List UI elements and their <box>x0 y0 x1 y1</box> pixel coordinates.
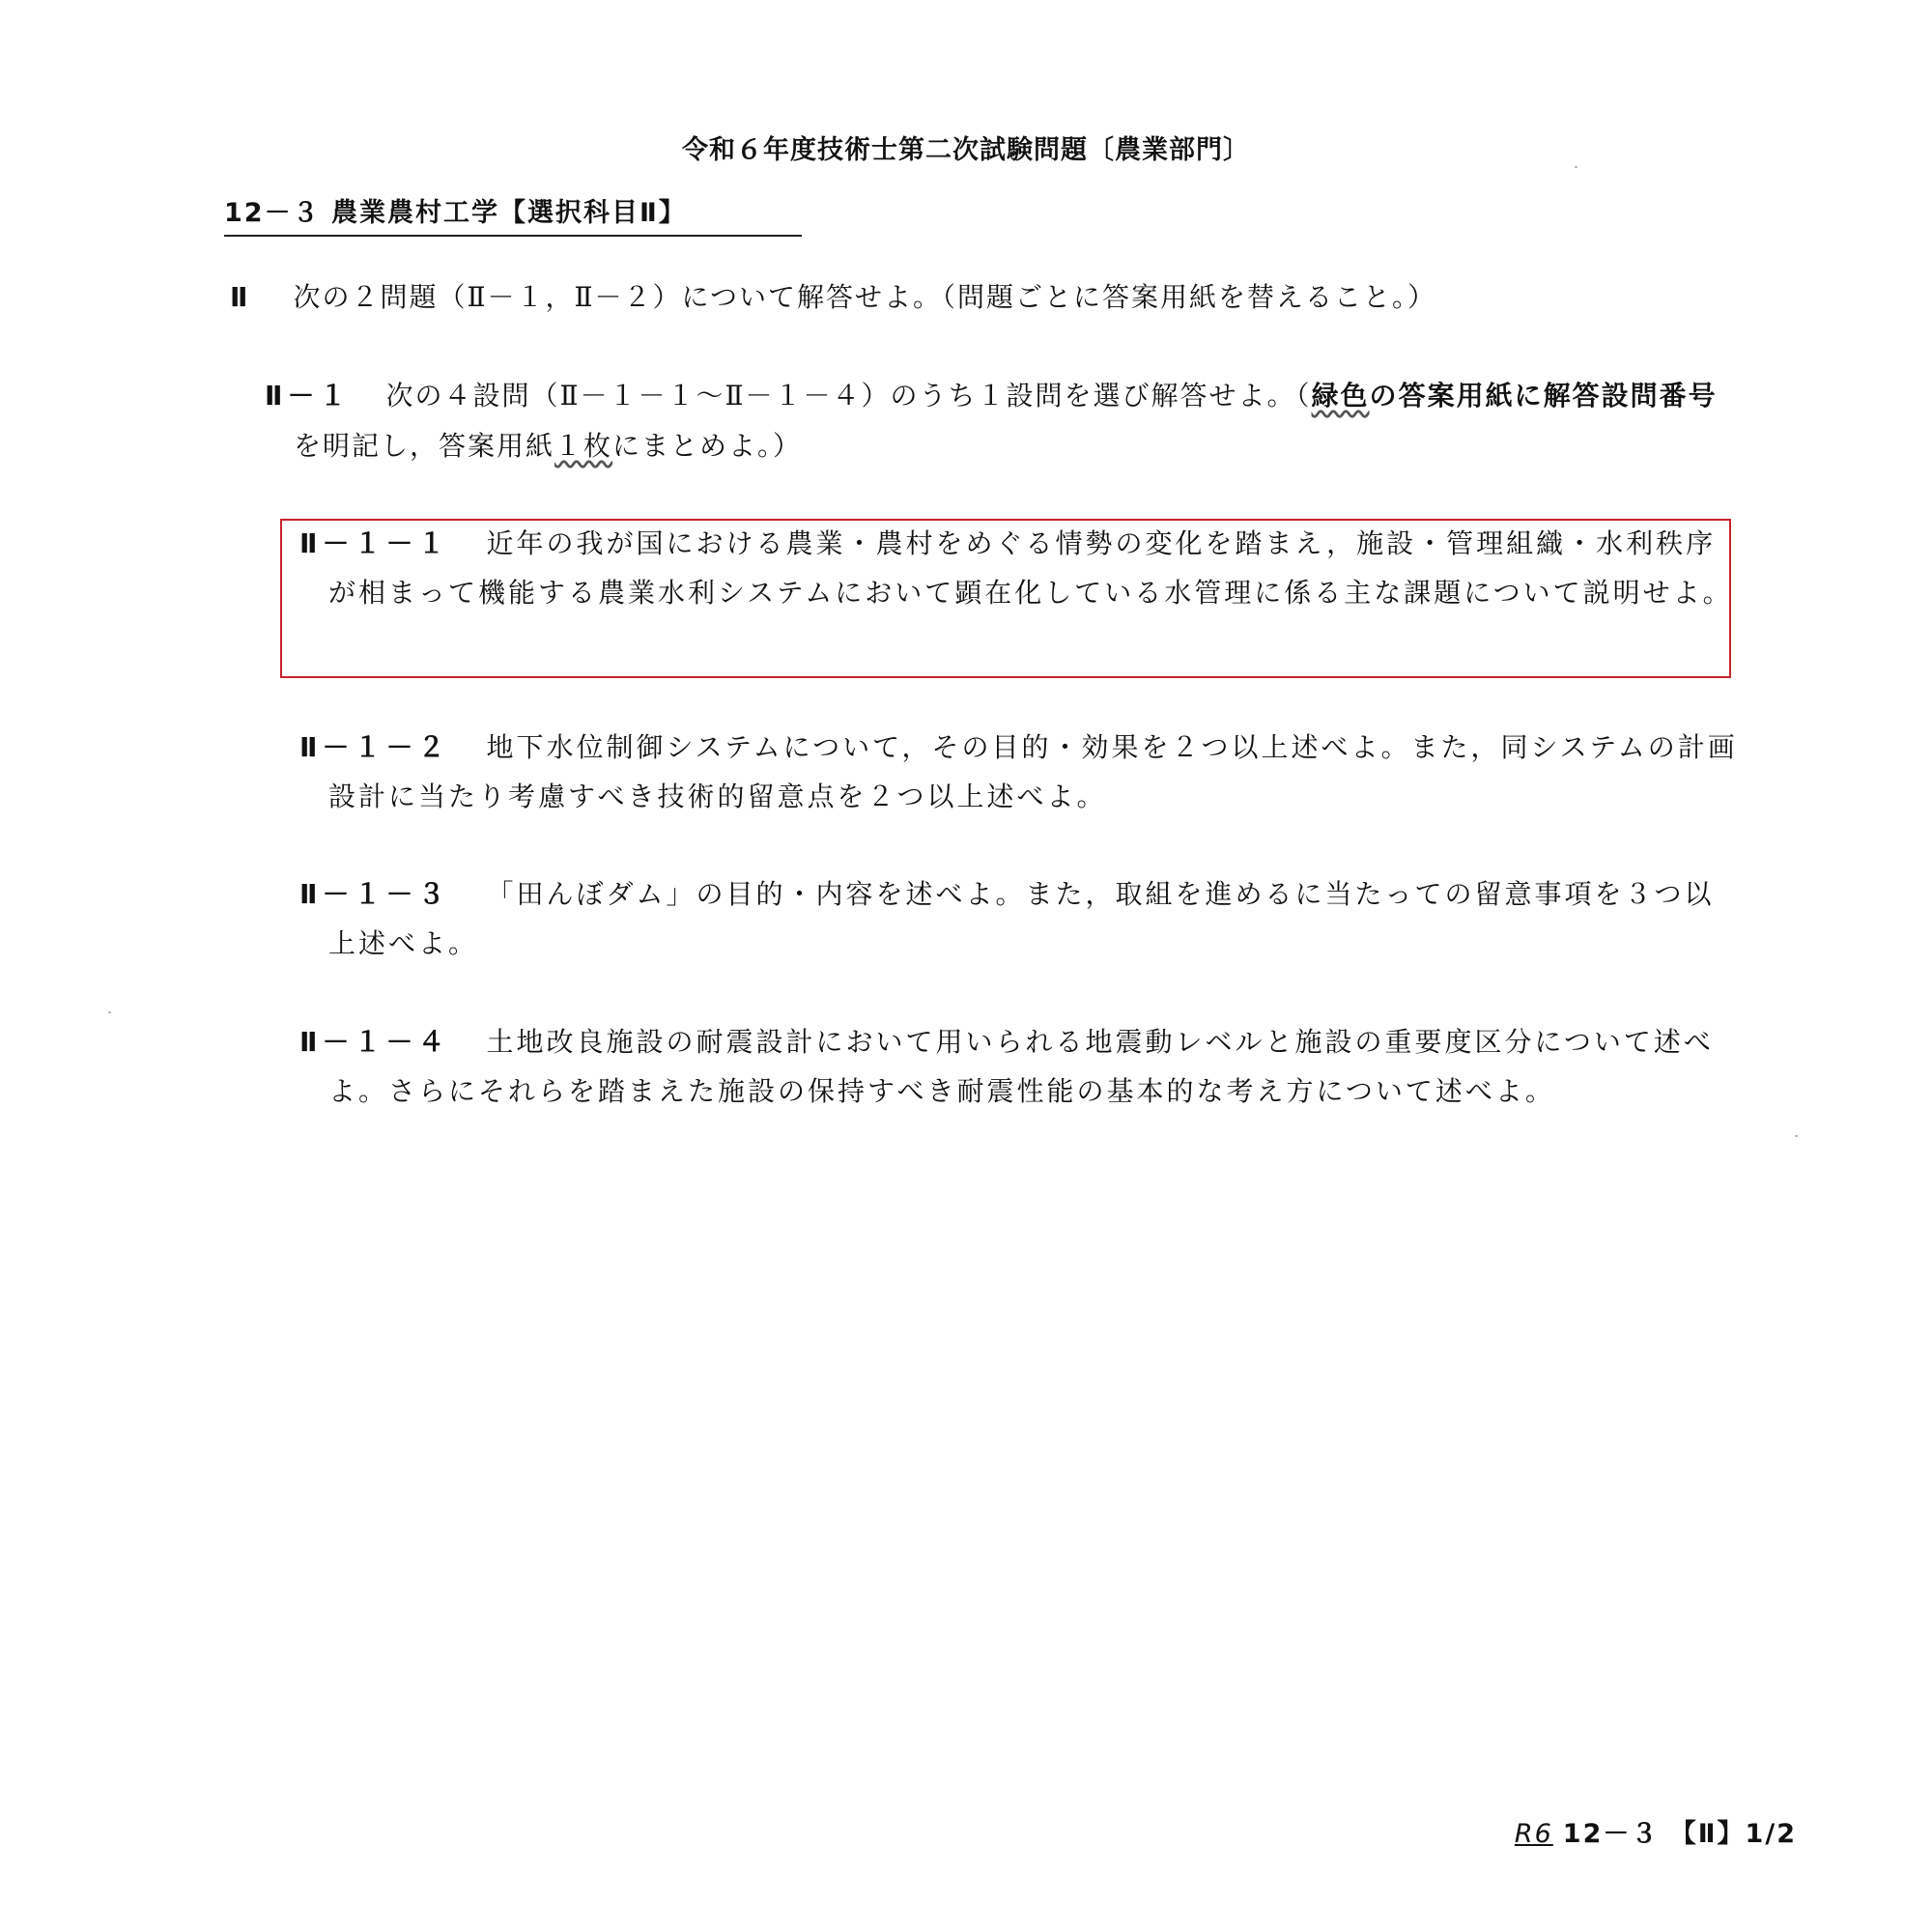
section-text-a: 次の４設問（Ⅱ－１－１～Ⅱ－１－４）のうち１設問を選び解答せよ。（ <box>385 380 1312 412</box>
page-footer <box>1391 1812 1797 1850</box>
intro-number: Ⅱ <box>230 281 253 313</box>
scan-speck <box>1575 166 1577 168</box>
section-text-c: を明記し，答案用紙 <box>294 430 555 462</box>
scan-speck <box>108 1011 111 1013</box>
subject-heading: 12－３ 農業農村工学【選択科目Ⅱ】 <box>224 191 802 237</box>
question-number: Ⅱ－１－１ <box>299 527 450 559</box>
intro-instruction <box>230 272 1737 323</box>
question-text: 地下水位制御システムについて，その目的・効果を２つ以上述べよ。また，同システムの計画設計に当たり考慮すべき技術的留意点を２つ以上述べよ。 <box>328 731 1738 812</box>
intro-text: 次の２問題（Ⅱ－１，Ⅱ－２）について解答せよ。（問題ごとに答案用紙を替えること。） <box>293 281 1436 313</box>
question-text: 近年の我が国における農業・農村をめぐる情勢の変化を踏まえ，施設・管理組織・水利秩序が相まって機能する農業水利システムにおいて顕在化している水管理に係る主な課題について説明せよ。 <box>328 527 1733 609</box>
question-number: Ⅱ－１－３ <box>299 878 450 910</box>
question-item <box>299 869 1739 968</box>
question-text: 土地改良施設の耐震設計において用いられる地震動レベルと施設の重要度区分について述べよ。さらにそれらを踏まえた施設の保持すべき耐震性能の基本的な考え方について述べよ。 <box>328 1026 1714 1107</box>
handwritten-year-mark: R6 <box>1514 1819 1553 1849</box>
question-number: Ⅱ－１－４ <box>299 1026 450 1058</box>
question-item <box>299 723 1739 821</box>
section-bold-text: 答案用紙に解答設問番号 <box>1398 380 1718 412</box>
section-text-b: の <box>1369 380 1399 412</box>
one-sheet-emphasis: １枚 <box>554 430 613 462</box>
section-text-d: にまとめよ。） <box>612 430 803 462</box>
question-item <box>299 1017 1739 1116</box>
question-text: 「田んぼダム」の目的・内容を述べよ。また，取組を進めるに当たっての留意事項を３つ以上述べよ。 <box>328 878 1715 959</box>
question-number: Ⅱ－１－２ <box>299 731 450 763</box>
question-item <box>299 519 1739 617</box>
scan-speck <box>1795 1135 1798 1137</box>
page-title: 令和６年度技術士第二次試験問題〔農業部門〕 <box>682 135 1250 165</box>
green-sheet-emphasis: 緑色 <box>1311 380 1370 412</box>
section-instruction <box>265 371 1743 471</box>
section-number: Ⅱ－１ <box>265 380 352 412</box>
page-code: 12－３ 【Ⅱ】1/2 <box>1562 1819 1797 1849</box>
